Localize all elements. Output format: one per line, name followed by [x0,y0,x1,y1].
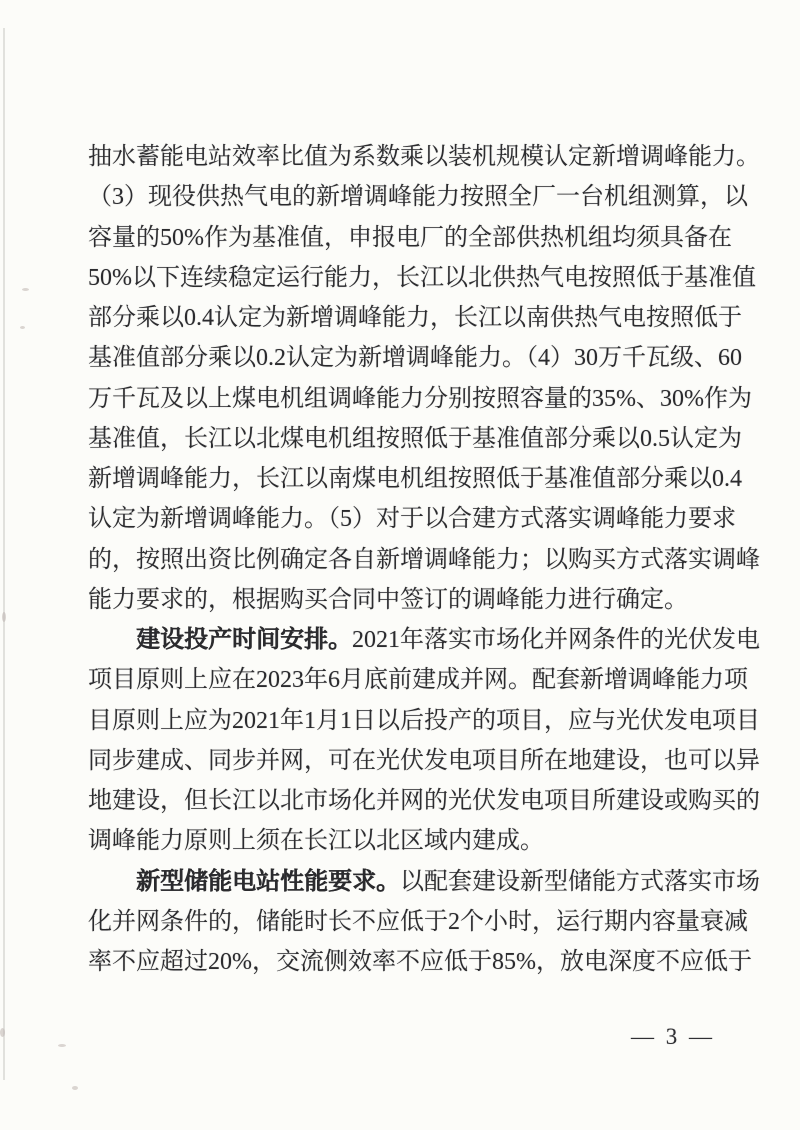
text-line [88,298,742,338]
paragraph-lead-bold: 建设投产时间安排。 [136,627,352,653]
text-line [88,942,752,982]
scan-speck [58,1044,66,1047]
scan-speck [20,326,25,329]
text-line [88,580,714,620]
text-line [88,137,760,177]
text-segment: 以配套建设新型储能方式落实市场 [400,868,760,895]
text-line [88,741,760,781]
scan-speck [22,288,29,291]
text-segment: 认定为新增调峰能力。（5）对于以合建方式落实调峰能力要求 [88,506,736,533]
scan-edge-artifact [3,28,5,1080]
page-number: — 3 — [631,1024,715,1049]
text-segment: 地建设，但长江以北市场化并网的光伏发电项目所建设或购买的 [88,788,760,814]
text-segment: 部分乘以0.4认定为新增调峰能力，长江以南供热气电按照低于 [88,305,742,331]
text-line [88,338,742,378]
text-segment: 基准值，长江以北煤电机组按照低于基准值部分乘以0.5认定为 [88,425,742,452]
text-segment: 调峰能力原则上须在长江以北区域内建成。 [88,828,544,855]
text-segment: 目原则上应为2021年1月1日以后投产的项目，应与光伏发电项目 [88,707,760,734]
text-segment: 化并网条件的，储能时长不应低于2个小时，运行期内容量衰减 [88,908,748,935]
text-line [88,459,742,499]
text-segment: 同步建成、同步并网，可在光伏发电项目所在地建设，也可以异 [88,747,760,774]
scan-speck [72,1086,78,1090]
scan-speck [0,1028,5,1037]
text-segment: 项目原则上应在2023年6月底前建成并网。配套新增调峰能力项 [88,667,748,694]
document-body [88,137,760,982]
text-line [88,499,736,539]
text-segment: （3）现役供热气电的新增调峰能力按照全厂一台机组测算，以 [88,184,748,211]
text-line [88,620,760,660]
text-line [88,218,732,258]
text-line [88,781,760,821]
text-segment: 容量的50%作为基准值，申报电厂的全部供热机组均须具备在 [88,224,732,251]
text-line [88,862,760,902]
text-segment: 2021年落实市场化并网条件的光伏发电 [352,627,760,653]
text-line [88,701,760,741]
text-segment: 万千瓦及以上煤电机组调峰能力分别按照容量的35%、30%作为 [88,385,752,412]
paragraph-lead-bold: 新型储能电站性能要求。 [136,868,400,895]
scan-speck [2,612,6,622]
text-segment: 50%以下连续稳定运行能力，长江以北供热气电按照低于基准值 [88,264,756,291]
text-segment: 新增调峰能力，长江以南煤电机组按照低于基准值部分乘以0.4 [88,466,742,492]
text-segment: 率不应超过20%，交流侧效率不应低于85%，放电深度不应低于 [88,949,752,975]
text-segment: 基准值部分乘以0.2认定为新增调峰能力。（4）30万千瓦级、60 [88,345,742,372]
text-line [88,540,760,580]
text-line [88,660,748,700]
text-line [88,379,752,419]
text-segment: 抽水蓄能电站效率比值为系数乘以装机规模认定新增调峰能力。 [88,144,760,170]
text-segment: 的，按照出资比例确定各自新增调峰能力；以购买方式落实调峰 [88,546,760,573]
text-line [88,821,714,861]
text-line [88,258,756,298]
text-line [88,177,748,217]
text-segment: 能力要求的，根据购买合同中签订的调峰能力进行确定。 [88,586,688,613]
text-line [88,902,748,942]
text-line [88,419,742,459]
